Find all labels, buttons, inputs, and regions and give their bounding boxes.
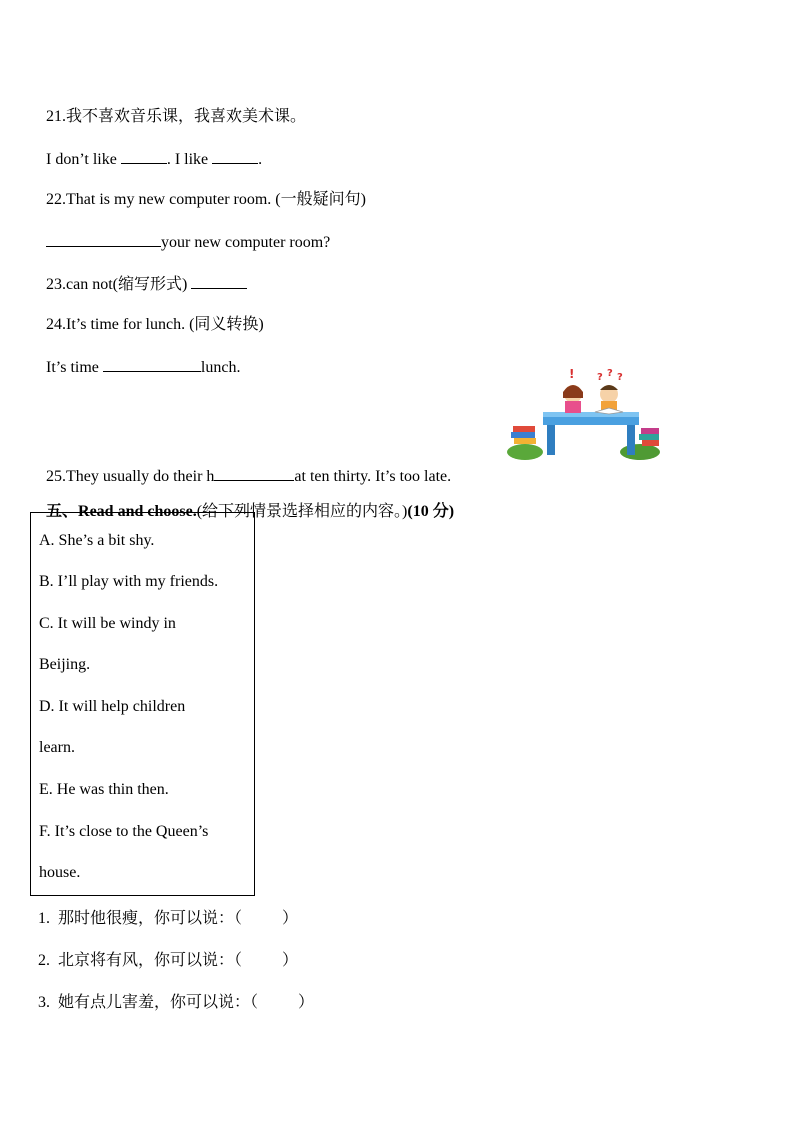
kids-studying-at-desk-illustration: [505, 368, 660, 463]
q21-answer-part3: .: [258, 151, 263, 168]
q24-prompt-text: It’s time for lunch. (同义转换): [66, 316, 264, 333]
section5-number: 五、: [46, 503, 79, 520]
choice-d-line1: D. It will help children: [39, 698, 186, 715]
choice-c-line1: C. It will be windy in: [39, 615, 176, 632]
svg-text:?: ?: [617, 372, 623, 383]
svg-text:?: ?: [597, 372, 603, 383]
svg-text:!: !: [569, 368, 575, 381]
choice-a: A. She’s a bit shy.: [39, 532, 155, 549]
q24-blank[interactable]: [103, 357, 201, 372]
q21-answer-part2: . I like: [166, 151, 213, 168]
choice-b: B. I’ll play with my friends.: [39, 573, 219, 590]
situation-3[interactable]: 3. 她有点儿害羞，你可以说：（ ）: [38, 994, 315, 1011]
q23-line: [38, 254, 247, 295]
q22-answer-tail: your new computer room?: [161, 234, 331, 251]
q21-blank-2[interactable]: [212, 149, 258, 164]
q24-answer-line: [38, 337, 240, 378]
q21-answer-part1: I don’t like: [46, 151, 121, 168]
choice-f-line2: house.: [39, 864, 81, 881]
q22-number: 22.: [46, 191, 66, 208]
q24-answer-part2: lunch.: [200, 359, 241, 376]
section5-title-en: Read and choose.: [78, 503, 197, 520]
choice-f-line1: F. It’s close to the Queen’s: [39, 823, 209, 840]
section5-score: (10 分): [407, 503, 455, 520]
situation-2[interactable]: 2. 北京将有风，你可以说：（ ）: [38, 952, 299, 969]
choice-d-line2: learn.: [39, 739, 75, 756]
q25-part1: They usually do their h: [66, 468, 215, 485]
q22-prompt: [38, 170, 366, 210]
choices-box: [30, 512, 255, 896]
q22-prompt-text: That is my new computer room. (一般疑问句): [66, 191, 366, 208]
q24-prompt: [38, 295, 264, 335]
q23-prompt-text: can not(缩写形式): [66, 276, 192, 293]
q23-number: 23.: [46, 276, 66, 293]
choice-c-line2: Beijing.: [39, 656, 91, 673]
q21-number: 21.: [46, 108, 66, 125]
choice-e: E. He was thin then.: [39, 781, 169, 798]
q25-part2: at ten thirty. It’s too late.: [294, 468, 452, 485]
q21-prompt-text: 我不喜欢音乐课，我喜欢美术课。: [66, 108, 307, 125]
q25-line: [38, 446, 451, 487]
situation-1[interactable]: 1. 那时他很瘦，你可以说：（ ）: [38, 910, 299, 927]
svg-text:?: ?: [607, 368, 613, 379]
q22-blank[interactable]: [46, 232, 161, 247]
q21-prompt: [38, 87, 306, 127]
section5-instruction-cn: (给下列情景选择相应的内容。): [196, 503, 408, 520]
q24-number: 24.: [46, 316, 66, 333]
q25-number: 25.: [46, 468, 66, 485]
q23-blank[interactable]: [191, 274, 247, 289]
q25-blank[interactable]: [214, 466, 294, 481]
q24-answer-part1: It’s time: [46, 359, 103, 376]
q22-answer-line: [38, 212, 330, 253]
q21-answer-line: [38, 129, 262, 170]
q21-blank-1[interactable]: [121, 149, 167, 164]
